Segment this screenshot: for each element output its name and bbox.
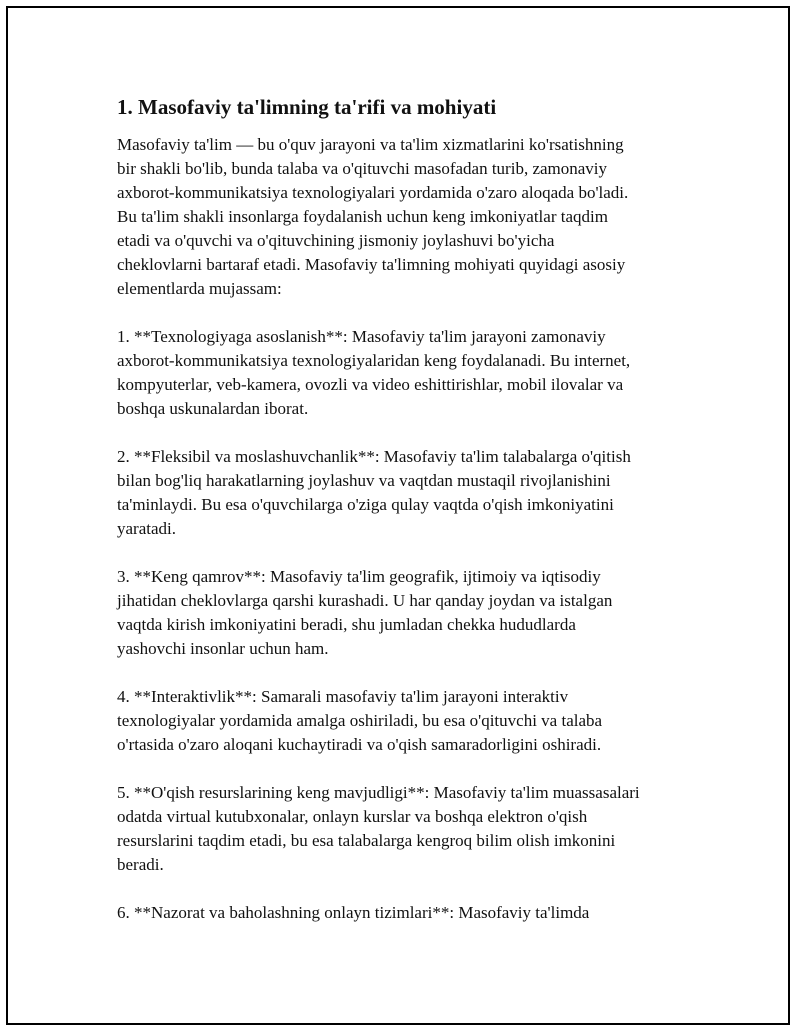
text-line: axborot-kommunikatsiya texnologiyalari yordamida o'zaro aloqada bo'ladi. — [117, 183, 629, 202]
text-line: bir shakli bo'lib, bunda talaba va o'qituvchi masofadan turib, zamonaviy — [117, 159, 608, 178]
text-line: cheklovlarni bartaraf etadi. Masofaviy ta'limning mohiyati quyidagi asosiy — [117, 255, 626, 274]
section-heading: 1. Masofaviy ta'limning ta'rifi va mohiyati — [117, 95, 497, 119]
text-line: jihatidan cheklovlarga qarshi kurashadi. U har qanday joydan va istalgan — [117, 591, 613, 610]
text-line: 6. **Nazorat va baholashning onlayn tizimlari**: Masofaviy ta'limda — [117, 903, 590, 922]
text-line: elementlarda mujassam: — [117, 279, 282, 298]
text-line: o'rtasida o'zaro aloqani kuchaytiradi va o'qish samaradorligini oshiradi. — [117, 735, 602, 754]
text-line: ta'minlaydi. Bu esa o'quvchilarga o'ziga qulay vaqtda o'qish imkoniyatini — [117, 495, 614, 514]
text-line: boshqa uskunalardan iborat. — [117, 399, 309, 418]
text-line: 5. **O'qish resurslarining keng mavjudligi**: Masofaviy ta'lim muassasalari — [117, 783, 640, 802]
list-item-assessment — [117, 901, 697, 925]
intro-paragraph — [117, 133, 697, 301]
list-item-coverage — [117, 565, 697, 661]
text-line: yaratadi. — [117, 519, 176, 538]
text-line: 4. **Interaktivlik**: Samarali masofaviy ta'lim jarayoni interaktiv — [117, 687, 569, 706]
text-line: vaqtda kirish imkoniyatini beradi, shu jumladan chekka hududlarda — [117, 615, 576, 634]
text-line: Masofaviy ta'lim — bu o'quv jarayoni va ta'lim xizmatlarini ko'rsatishning — [117, 135, 624, 154]
text-line: 2. **Fleksibil va moslashuvchanlik**: Masofaviy ta'lim talabalarga o'qitish — [117, 447, 631, 466]
text-line: 3. **Keng qamrov**: Masofaviy ta'lim geografik, ijtimoiy va iqtisodiy — [117, 567, 601, 586]
text-line: etadi va o'quvchi va o'qituvchining jismoniy joylashuvi bo'yicha — [117, 231, 555, 250]
text-line: odatda virtual kutubxonalar, onlayn kurslar va boshqa elektron o'qish — [117, 807, 588, 826]
text-line: 1. **Texnologiyaga asoslanish**: Masofaviy ta'lim jarayoni zamonaviy — [117, 327, 606, 346]
text-line: axborot-kommunikatsiya texnologiyalaridan keng foydalanadi. Bu internet, — [117, 351, 631, 370]
text-line: kompyuterlar, veb-kamera, ovozli va video eshittirishlar, mobil ilovalar va — [117, 375, 624, 394]
text-line: yashovchi insonlar uchun ham. — [117, 639, 329, 658]
text-line: resurslarini taqdim etadi, bu esa talabalarga kengroq bilim olish imkonini — [117, 831, 616, 850]
text-line: beradi. — [117, 855, 164, 874]
document-body — [117, 94, 697, 949]
text-line: Bu ta'lim shakli insonlarga foydalanish uchun keng imkoniyatlar taqdim — [117, 207, 608, 226]
list-item-resources — [117, 781, 697, 877]
list-item-interactivity — [117, 685, 697, 757]
list-item-technology — [117, 325, 697, 421]
text-line: texnologiyalar yordamida amalga oshiriladi, bu esa o'qituvchi va talaba — [117, 711, 603, 730]
list-item-flexibility — [117, 445, 697, 541]
text-line: bilan bog'liq harakatlarning joylashuv va vaqtdan mustaqil rivojlanishini — [117, 471, 611, 490]
